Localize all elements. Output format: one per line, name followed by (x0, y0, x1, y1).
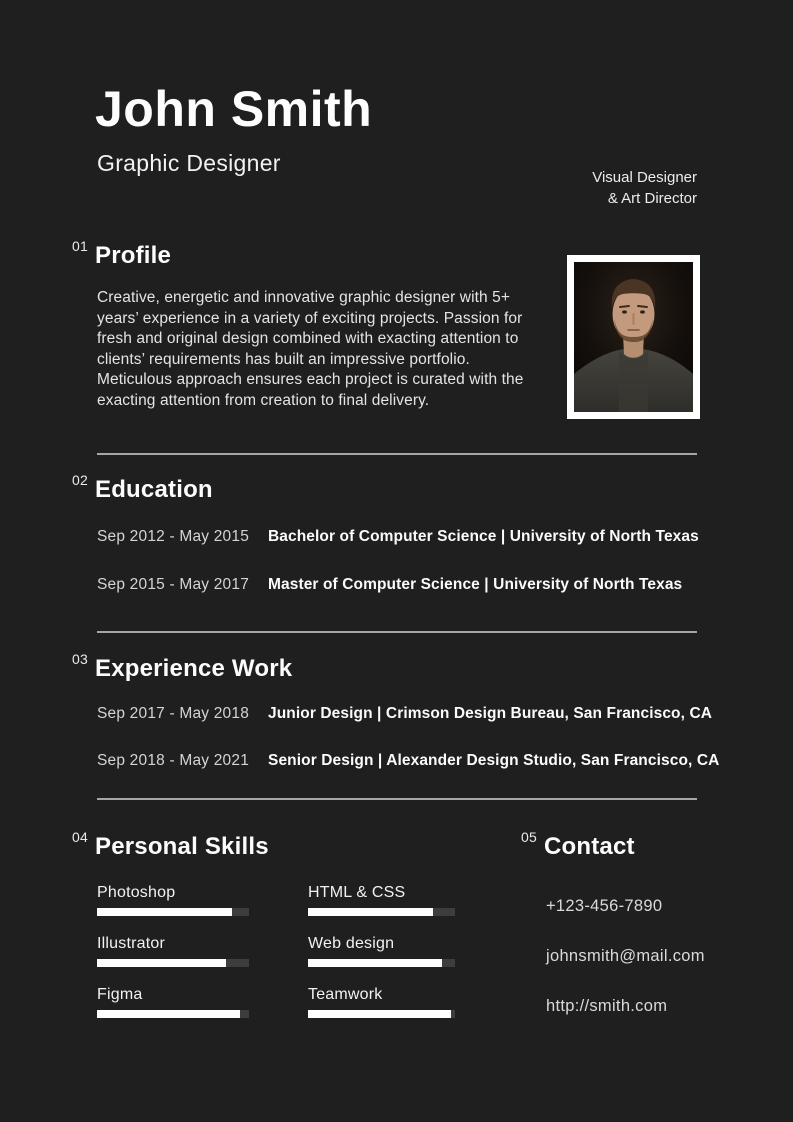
person-name: John Smith (95, 81, 373, 137)
education-row (97, 528, 737, 546)
skill-label: Photoshop (97, 884, 176, 901)
section-title: Education (94, 476, 213, 503)
role-line-1: Visual Designer (592, 169, 697, 186)
skill-item (97, 935, 249, 967)
skill-bar-fill (97, 1010, 240, 1018)
education-row (97, 576, 737, 594)
skills-column-right (308, 884, 455, 1037)
section-number: 05 (521, 829, 537, 845)
section-title: Personal Skills (94, 833, 269, 860)
skill-bar-fill (308, 959, 442, 967)
education-degree: Bachelor of Computer Science | University of North Texas (268, 528, 699, 545)
section-number: 04 (72, 829, 88, 845)
section-divider (97, 453, 697, 455)
skill-bar-track (308, 908, 455, 916)
education-degree: Master of Computer Science | University of North Texas (268, 576, 683, 593)
skill-bar-track (308, 959, 455, 967)
section-title: Profile (94, 242, 172, 269)
profile-photo-image (574, 262, 693, 412)
section-number: 01 (72, 238, 88, 254)
contact-list (546, 898, 746, 1048)
skill-bar-track (97, 908, 249, 916)
skill-bar-fill (97, 959, 226, 967)
skill-label: Teamwork (308, 986, 383, 1003)
section-title: Contact (543, 833, 635, 860)
section-heading-experience (72, 651, 293, 683)
skill-label: HTML & CSS (308, 884, 406, 901)
education-dates: Sep 2015 - May 2017 (97, 576, 250, 593)
skill-bar-fill (308, 908, 433, 916)
section-heading-profile (72, 238, 172, 270)
skills-column-left (97, 884, 249, 1037)
experience-dates: Sep 2018 - May 2021 (97, 752, 250, 769)
profile-text: Creative, energetic and innovative graphic designer with 5+ years’ experience in a variety of exciting projects. Passion for fresh and original design combined with exacting attention to clients’ requirements has built an impressive portfolio. Meticulous approach ensures each project is curated with the exacting attention from creation to final delivery. (97, 289, 524, 409)
role-line-2: & Art Director (607, 190, 697, 207)
skill-item (308, 986, 455, 1018)
education-dates: Sep 2012 - May 2015 (97, 528, 250, 545)
skill-label: Web design (308, 935, 395, 952)
person-title: Graphic Designer (97, 150, 281, 176)
skill-label: Illustrator (97, 935, 165, 952)
experience-dates: Sep 2017 - May 2018 (97, 705, 250, 722)
skill-bar-track (97, 1010, 249, 1018)
contact-email: johnsmith@mail.com (546, 947, 705, 965)
contact-phone: +123-456-7890 (546, 897, 663, 915)
section-heading-contact (521, 829, 635, 861)
experience-row (97, 705, 737, 723)
experience-row (97, 752, 737, 770)
skill-bar-track (97, 959, 249, 967)
experience-position: Junior Design | Crimson Design Bureau, San Francisco, CA (268, 705, 713, 722)
section-number: 03 (72, 651, 88, 667)
profile-photo (567, 255, 700, 419)
section-divider (97, 631, 697, 633)
section-heading-education (72, 472, 213, 504)
skill-item (308, 884, 455, 916)
skill-item (97, 884, 249, 916)
skill-bar-fill (308, 1010, 451, 1018)
section-heading-skills (72, 829, 269, 861)
experience-position: Senior Design | Alexander Design Studio, San Francisco, CA (268, 752, 720, 769)
skill-bar-fill (97, 908, 232, 916)
section-title: Experience Work (94, 655, 293, 682)
skill-label: Figma (97, 986, 143, 1003)
section-divider (97, 798, 697, 800)
skill-item (97, 986, 249, 1018)
contact-website: http://smith.com (546, 997, 668, 1015)
person-role (592, 167, 697, 209)
section-number: 02 (72, 472, 88, 488)
skill-bar-track (308, 1010, 455, 1018)
skill-item (308, 935, 455, 967)
